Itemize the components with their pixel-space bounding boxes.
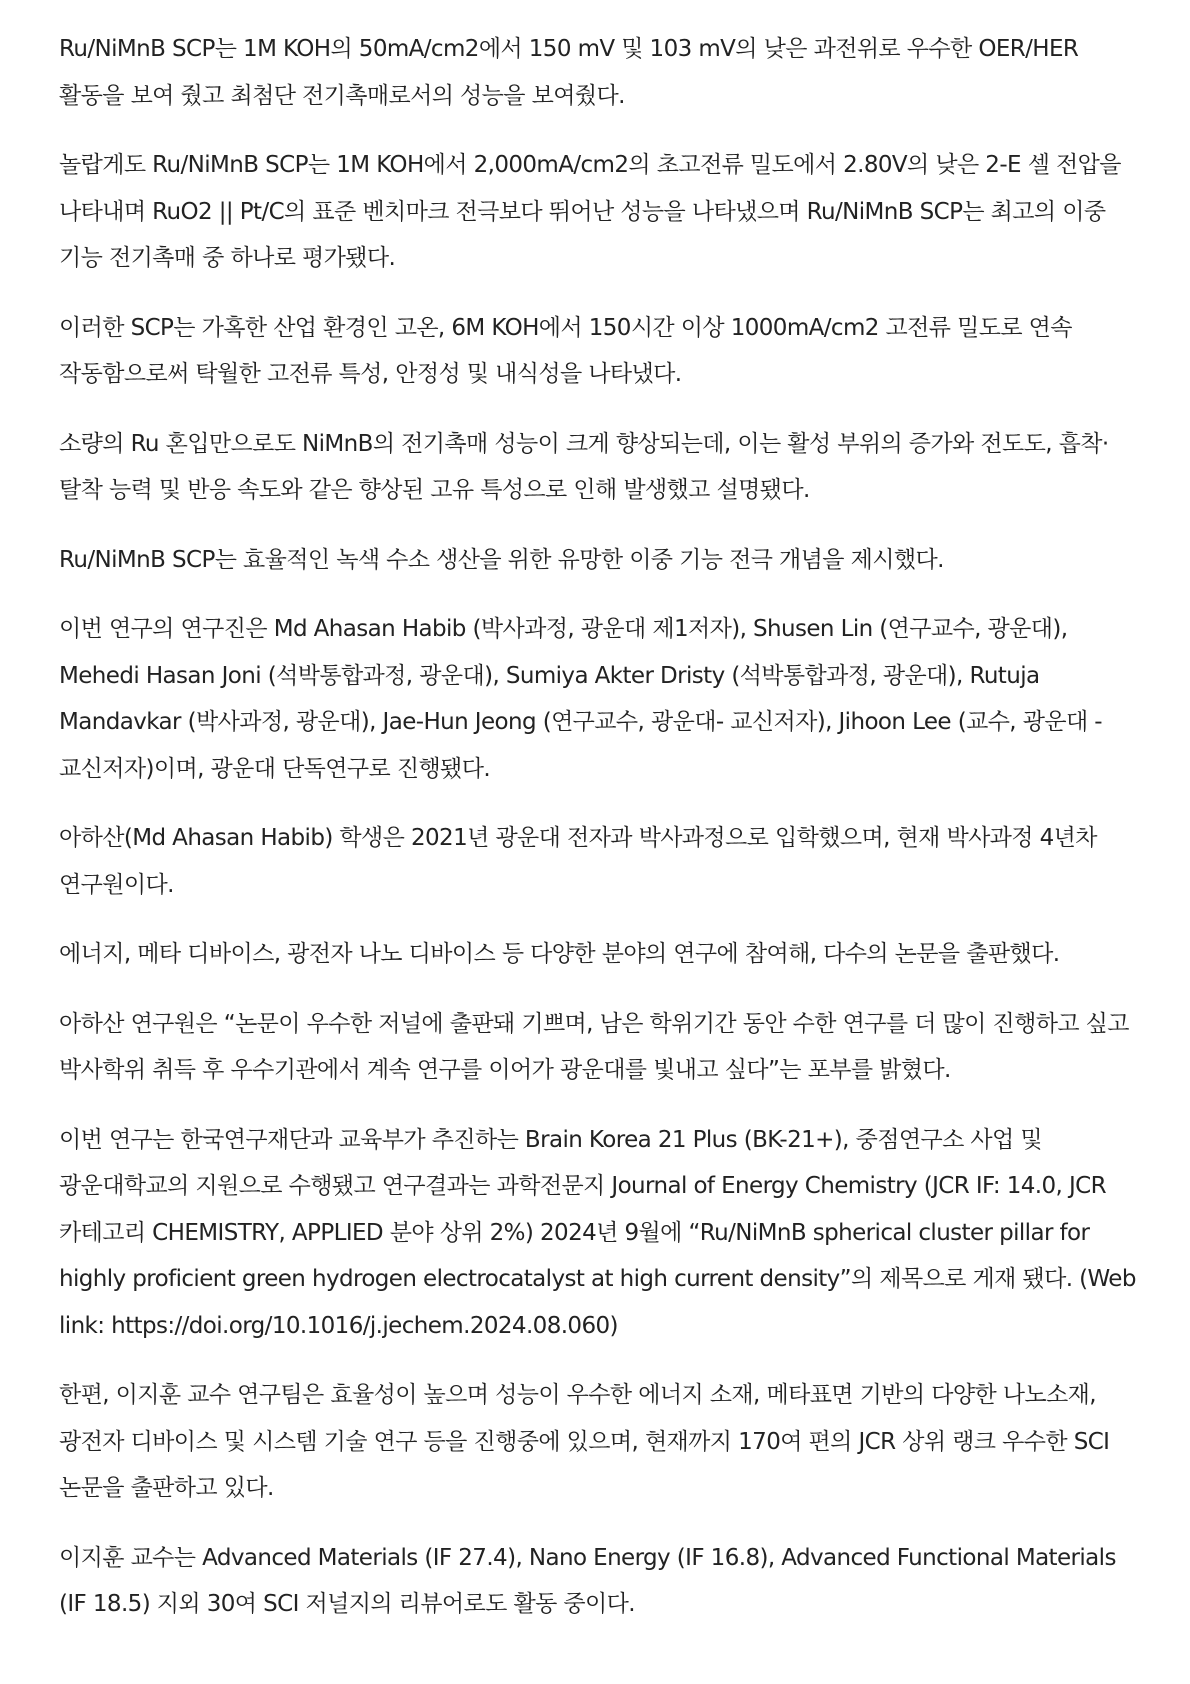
article-body <box>59 26 1139 1651</box>
paragraph-research-fields: 에너지, 메타 디바이스, 광전자 나노 디바이스 등 다양한 분야의 연구에 참여해, 다수의 논문을 출판했다. <box>59 941 1060 967</box>
paragraph-quote: 아하산 연구원은 “논문이 우수한 저널에 출판돼 기쁘며, 남은 학위기간 동안 수한 연구를 더 많이 진행하고 싶고 박사학위 취득 후 우수기관에서 계속 연구를 이어가 광운대를 빛내고 싶다”는 포부를 밝혔다. <box>59 1010 1129 1083</box>
paragraph-research-team: 이번 연구의 연구진은 Md Ahasan Habib (박사과정, 광운대 제1저자), Shusen Lin (연구교수, 광운대), Mehedi Hasan Joni (석박통합과정, 광운대), Sumiya Akter Dristy (석박통합과정, 광운대), Rutuja Mandavkar (박사과정, 광운대), Jae-Hun Jeong (연구교수, 광운대- 교신저자), Jihoon Lee (교수, 광운대 - 교신저자)이며, 광운대 단독연구로 진행됐다. <box>59 616 1102 782</box>
paragraph-electrode-concept: Ru/NiMnB SCP는 효율적인 녹색 수소 생산을 위한 유망한 이중 기능 전극 개념을 제시했다. <box>59 546 944 573</box>
paragraph-lab-research: 한편, 이지훈 교수 연구팀은 효율성이 높으며 성능이 우수한 에너지 소재, 메타표면 기반의 다양한 나노소재, 광전자 디바이스 및 시스템 기술 연구 등을 진행중에 있으며, 현재까지 170여 편의 JCR 상위 랭크 우수한 SCI 논문을 출판하고 있다. <box>59 1382 1110 1501</box>
paragraph-reviewer-activity: 이지훈 교수는 Advanced Materials (IF 27.4), Nano Energy (IF 16.8), Advanced Functional Materials (IF 18.5) 지외 30여 SCI 저널지의 리뷰어로도 활동 중이다. <box>59 1544 1116 1617</box>
paragraph-oer-her-performance: Ru/NiMnB SCP는 1M KOH의 50mA/cm2에서 150 mV 및 103 mV의 낮은 과전위로 우수한 OER/HER 활동을 보여 줬고 최첨단 전기촉매로서의 성능을 보여줬다. <box>59 36 1079 109</box>
paragraph-student-profile: 아하산(Md Ahasan Habib) 학생은 2021년 광운대 전자과 박사과정으로 입학했으며, 현재 박사과정 4년차 연구원이다. <box>59 825 1097 898</box>
paragraph-cell-voltage: 놀랍게도 Ru/NiMnB SCP는 1M KOH에서 2,000mA/cm2의 초고전류 밀도에서 2.80V의 낮은 2-E 셀 전압을 나타내며 RuO2 || Pt/C의 표준 벤치마크 전극보다 뛰어난 성능을 나타냈으며 Ru/NiMnB SCP는 최고의 이중 기능 전기촉매 중 하나로 평가됐다. <box>59 152 1121 271</box>
paragraph-ru-incorporation: 소량의 Ru 혼입만으로도 NiMnB의 전기촉매 성능이 크게 향상되는데, 이는 활성 부위의 증가와 전도도, 흡착·탈착 능력 및 반응 속도와 같은 향상된 고유 특성으로 인해 발생했고 설명됐다. <box>59 430 1109 503</box>
paragraph-funding-publication: 이번 연구는 한국연구재단과 교육부가 추진하는 Brain Korea 21 Plus (BK-21+), 중점연구소 사업 및 광운대학교의 지원으로 수행됐고 연구결과는 과학전문지 Journal of Energy Chemistry (JCR IF: 14.0, JCR 카테고리 CHEMISTRY, APPLIED 분야 상위 2%) 2024년 9월에 “Ru/NiMnB spherical cluster pillar for highly proficient green hydrogen electrocatalyst at high current density”의 제목으로 게재 됐다. (Web link: https://doi.org/10.1016/j.jechem.2024.08.060) <box>59 1126 1136 1339</box>
paragraph-stability: 이러한 SCP는 가혹한 산업 환경인 고온, 6M KOH에서 150시간 이상 1000mA/cm2 고전류 밀도로 연속 작동함으로써 탁월한 고전류 특성, 안정성 및 내식성을 나타냈다. <box>59 314 1072 387</box>
